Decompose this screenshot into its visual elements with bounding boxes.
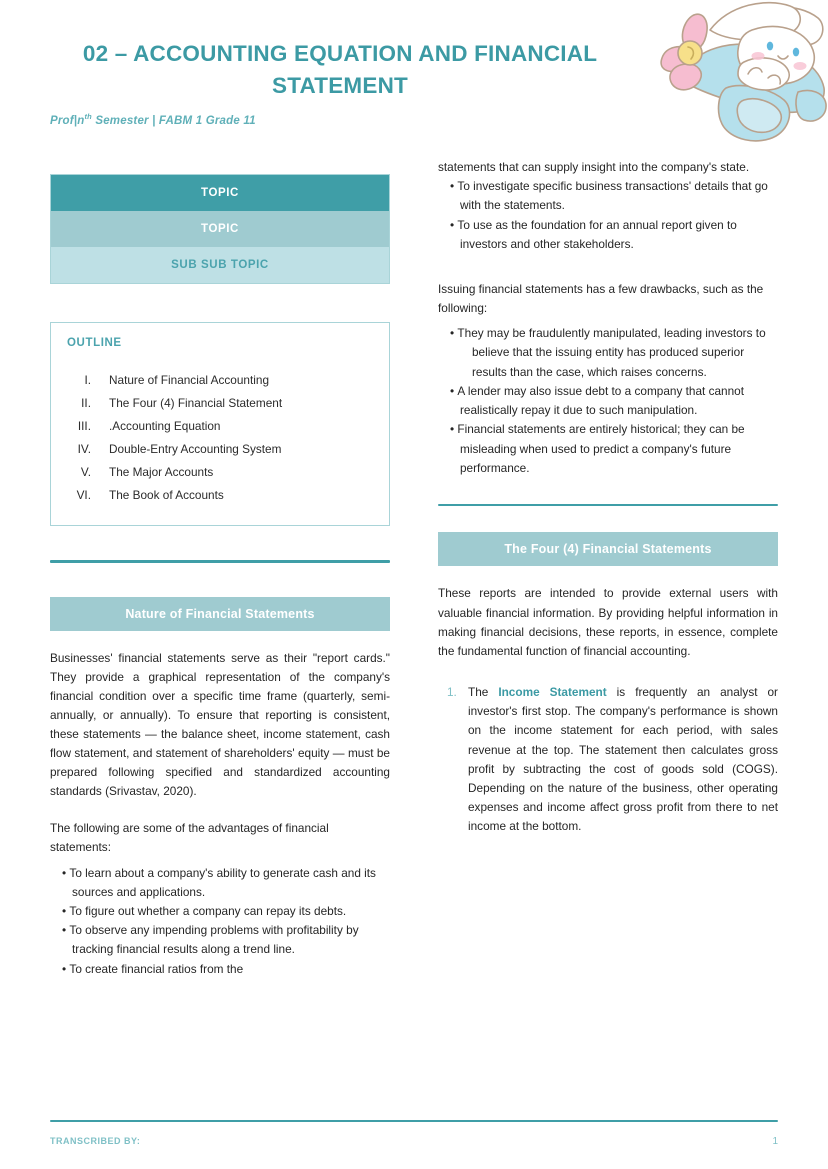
advantage-bullet: • To investigate specific business transactions' details that go with the statements. [438, 177, 778, 215]
advantage-bullet: • To figure out whether a company can repay its debts. [50, 902, 390, 921]
highlighted-term-income-statement: Income Statement [498, 684, 607, 699]
page-body [0, 148, 828, 1093]
drawback-bullet: • A lender may also issue debt to a company that cannot realistically repay it due to such manipulation. [438, 382, 778, 420]
footer-divider [50, 1120, 778, 1123]
drawbacks-bullet-list [438, 324, 778, 478]
paragraph-continued-from-left: statements that can supply insight into the company's state. [438, 160, 750, 174]
advantage-bullet: • To observe any impending problems with profitability by tracking financial results along a trend line. [50, 921, 390, 959]
topic-band-primary: TOPIC [51, 175, 389, 211]
outline-list [67, 369, 373, 507]
outline-box [50, 322, 390, 526]
transcribed-by-label: TRANSCRIBED BY: [50, 1136, 141, 1146]
outline-item-number: VI. [76, 488, 91, 502]
outline-item-label: .Accounting Equation [109, 419, 221, 433]
paragraph-drawbacks-intro: Issuing financial statements has a few drawbacks, such as the following: [438, 281, 764, 316]
outline-title: OUTLINE [67, 337, 122, 349]
drawback-bullet: • They may be fraudulently manipulated, leading investors to believe that the issuing entity has produced superior results than the case, which raises concerns. [438, 324, 778, 382]
page-header [0, 0, 828, 148]
list-item-number: 1. [447, 684, 457, 699]
outline-item-label: The Four (4) Financial Statement [109, 396, 283, 410]
paragraph-four-statements-intro: These reports are intended to provide external users with valuable financial information. By providing helpful information in making financial decisions, these reports, in essence, complete the fundamental function of financial accounting. [438, 586, 778, 658]
left-column-divider [50, 560, 390, 563]
paragraph-nature-intro: Businesses' financial statements serve as their "report cards." They provide a graphical representation of the company's financial condition over a specific time frame (quarterly, semi-annually, or annually). To ensure that reporting is consistent, these statements — the balance sheet, income statement, cash flow statement, and statement of shareholders' equity — must be prepared following specified and standardized accounting standards (Srivastav, 2020). [50, 650, 390, 799]
advantage-bullet: • To create financial ratios from the [50, 960, 390, 979]
subtitle-rest: Semester | FABM 1 Grade 11 [91, 114, 256, 127]
outline-item-label: The Book of Accounts [109, 488, 224, 502]
financial-statements-numbered-list [438, 683, 778, 837]
page-subtitle [50, 112, 256, 127]
subtitle-prefix: Prof|n [50, 114, 85, 127]
outline-item-label: The Major Accounts [109, 465, 214, 479]
advantages-bullet-list [50, 864, 390, 979]
outline-item [67, 392, 373, 415]
outline-item-number: I. [84, 373, 91, 387]
bunny-airplane-illustration [648, 0, 828, 158]
numbered-list-item [438, 683, 778, 837]
outline-item-number: III. [77, 419, 91, 433]
footer-content [50, 1136, 778, 1147]
drawback-bullet: • Financial statements are entirely historical; they can be misleading when used to predict a company's future performance. [438, 420, 778, 478]
list-item-rest: is frequently an analyst or investor's first stop. The company's performance is shown on the income statement for each period, with sales revenue at the top. The statement then calculates gross profit by subtracting the cost of goods sold (COGS). Depending on the nature of the business, other operating expenses and income affect gross profit from there to net income at the bottom. [468, 684, 778, 834]
outline-item-label: Nature of Financial Accounting [109, 373, 270, 387]
list-item-body [468, 683, 778, 837]
paragraph-advantages-intro: The following are some of the advantages of financial statements: [50, 821, 329, 855]
outline-item [67, 369, 373, 392]
page-title: 02 – ACCOUNTING EQUATION AND FINANCIAL STATEMENT [82, 41, 598, 98]
outline-item [67, 438, 373, 461]
subtitle-ordinal-suffix: th [84, 112, 92, 121]
section-header-four-financial-statements: The Four (4) Financial Statements [438, 532, 778, 566]
outline-item-number: IV. [77, 442, 91, 456]
section-header-nature-of-financial-statements: Nature of Financial Statements [50, 597, 390, 631]
outline-item [67, 461, 373, 484]
page-footer [50, 1120, 778, 1148]
advantage-bullet: • To learn about a company's ability to generate cash and its sources and applications. [50, 864, 390, 902]
right-column-divider [438, 504, 778, 507]
outline-item-label: Double-Entry Accounting System [109, 442, 282, 456]
left-column [50, 148, 390, 979]
right-column [438, 148, 778, 837]
topic-band-stack [50, 174, 390, 284]
outline-item [67, 415, 373, 438]
page-number: 1 [772, 1136, 778, 1147]
outline-item [67, 484, 373, 507]
continued-bullet-list [438, 177, 778, 254]
outline-item-number: II. [81, 396, 91, 410]
topic-band-tertiary: SUB SUB TOPIC [51, 247, 389, 283]
advantage-bullet: • To use as the foundation for an annual report given to investors and other stakeholders. [438, 216, 778, 254]
outline-item-number: V. [80, 465, 91, 479]
topic-band-secondary: TOPIC [51, 211, 389, 247]
list-item-lead-in: The [468, 684, 499, 699]
